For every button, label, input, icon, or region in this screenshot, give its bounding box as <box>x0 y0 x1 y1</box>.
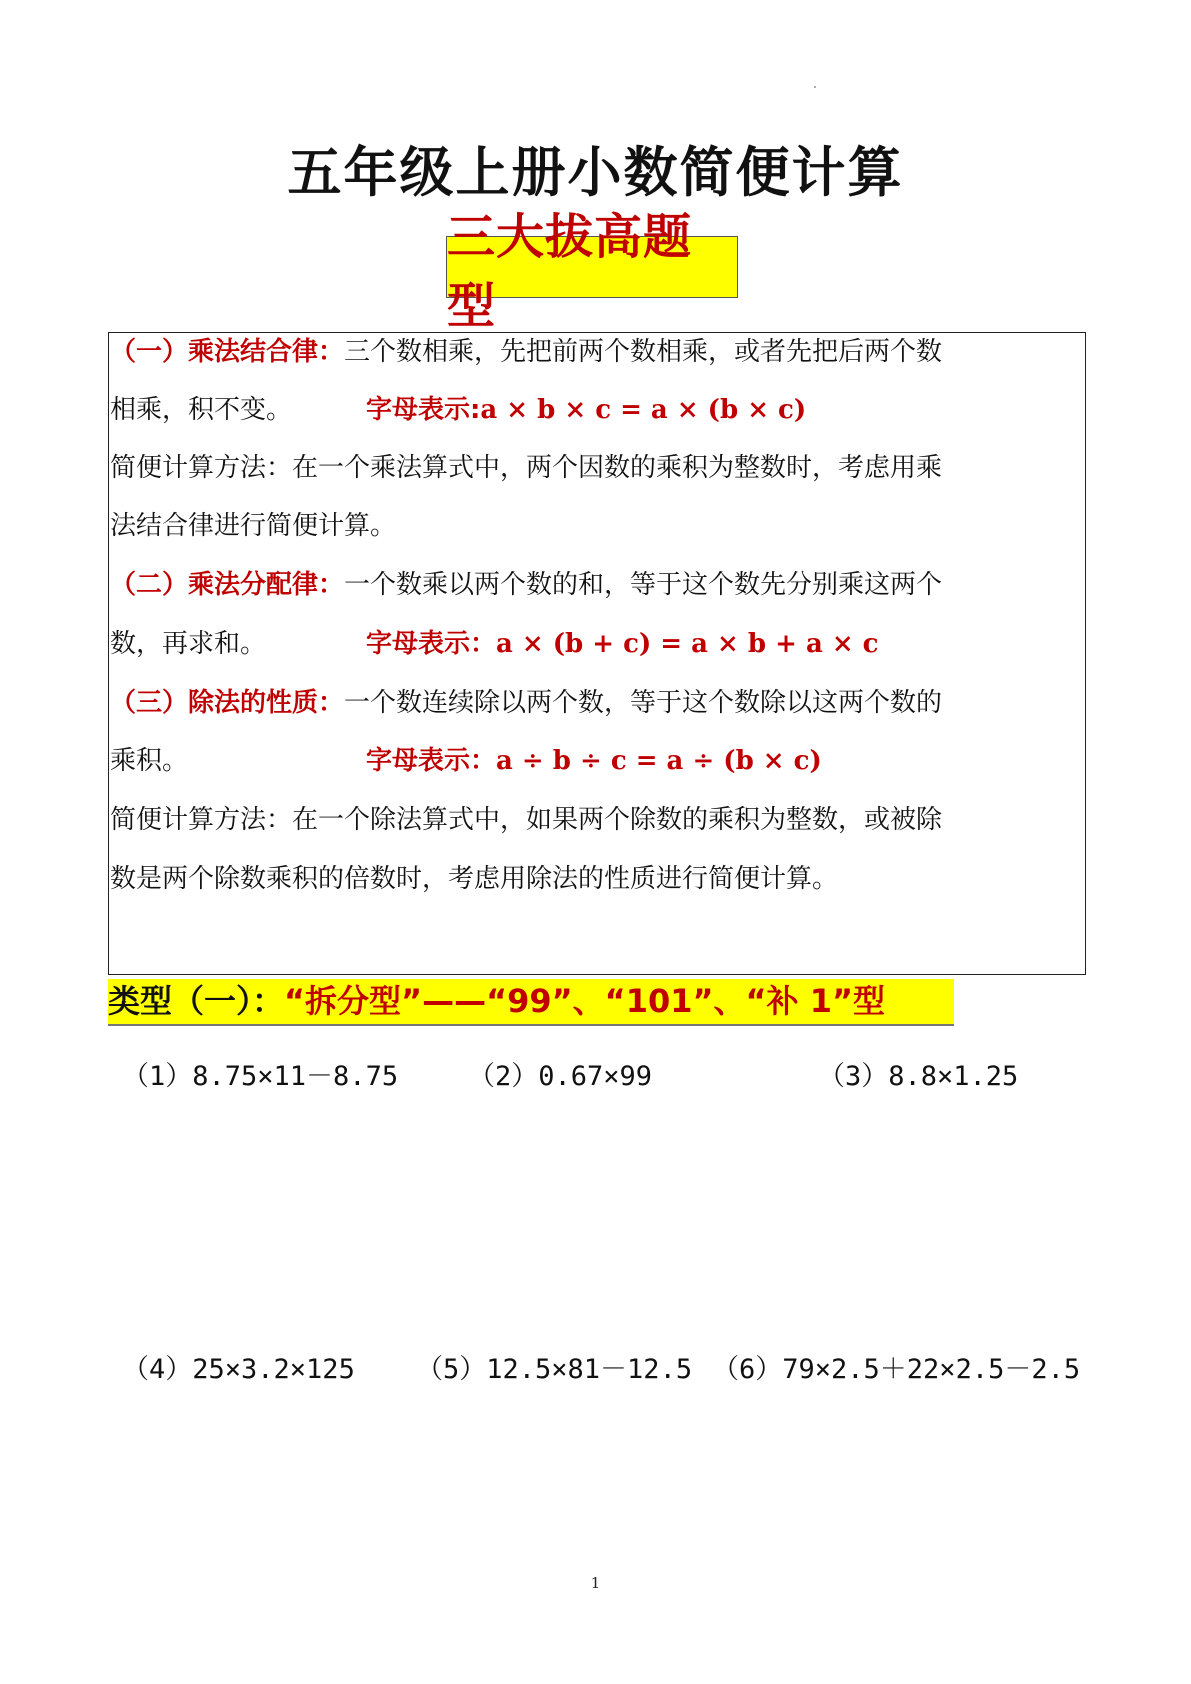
stray-mark <box>814 86 816 88</box>
rule1-heading: （一）乘法结合律： <box>110 337 345 367</box>
rule1-text1: 三个数相乘，先把前两个数相乘，或者先把后两个数 <box>344 337 943 367</box>
rule1-formula-label: 字母表示: <box>366 395 481 425</box>
rule2-text2: 数，再求和。 <box>110 629 267 659</box>
rule1-formula: a × b × c = a × (b × c) <box>480 395 807 425</box>
rule2-text1: 一个数乘以两个数的和，等于这个数先分别乘这两个 <box>344 570 943 600</box>
rule3-formula: a ÷ b ÷ c = a ÷ (b × c) <box>496 746 822 776</box>
problem-number: （1） <box>122 1061 193 1092</box>
rule3-formula-label: 字母表示： <box>366 746 497 776</box>
rule3-line1 <box>110 683 1090 723</box>
rule3-method-line1: 简便计算方法：在一个除法算式中，如果两个除数的乘积为整数，或被除 <box>110 805 943 835</box>
problem-expression: 79×2.5＋22×2.5－2.5 <box>782 1354 1081 1385</box>
problem-4 <box>122 1347 355 1386</box>
rule2-heading: （二）乘法分配律： <box>110 570 345 600</box>
section-label-main: “拆分型”——“99”、“101”、“补 1”型 <box>284 982 886 1020</box>
problem-expression: 12.5×81－12.5 <box>486 1354 693 1385</box>
section-label-prefix: 类型（一）： <box>108 982 285 1020</box>
problem-expression: 8.75×11－8.75 <box>192 1061 399 1092</box>
rule3-method-line2: 数是两个除数乘积的倍数时，考虑用除法的性质进行简便计算。 <box>110 864 839 894</box>
rule2-formula-label: 字母表示： <box>366 629 497 659</box>
page-title: 五年级上册小数简便计算 <box>287 141 904 204</box>
rule3-line2 <box>110 741 1090 781</box>
problem-5 <box>416 1347 692 1386</box>
problem-expression: 8.8×1.25 <box>888 1061 1019 1092</box>
rule3-text1: 一个数连续除以两个数，等于这个数除以这两个数的 <box>344 688 943 718</box>
problem-number: （3） <box>818 1061 889 1092</box>
problem-expression: 0.67×99 <box>538 1061 653 1092</box>
problem-number: （6） <box>712 1354 783 1385</box>
rule2-line1 <box>110 565 1090 605</box>
problem-6 <box>712 1347 1080 1386</box>
rule3-text2: 乘积。 <box>110 746 189 776</box>
section-type1-banner <box>108 979 954 1026</box>
page-number: 1 <box>590 1574 601 1592</box>
rule1-line2 <box>110 390 1090 430</box>
rule1-text2: 相乘，积不变。 <box>110 395 293 425</box>
problem-expression: 25×3.2×125 <box>192 1354 355 1385</box>
rule1-method-line2: 法结合律进行简便计算。 <box>110 511 397 541</box>
problem-2 <box>468 1054 652 1093</box>
rule3-heading: （三）除法的性质： <box>110 688 345 718</box>
subtitle-banner: 三大拔高题型 <box>446 236 738 298</box>
problem-number: （2） <box>468 1061 539 1092</box>
problem-number: （4） <box>122 1354 193 1385</box>
rule1-method-line1: 简便计算方法：在一个乘法算式中，两个因数的乘积为整数时，考虑用乘 <box>110 453 943 483</box>
rule2-formula: a × (b + c) = a × b + a × c <box>496 629 879 659</box>
problem-1 <box>122 1054 398 1093</box>
rule1-line1 <box>110 332 1090 372</box>
problem-3 <box>818 1054 1018 1093</box>
rule2-line2 <box>110 624 1090 664</box>
problem-number: （5） <box>416 1354 487 1385</box>
